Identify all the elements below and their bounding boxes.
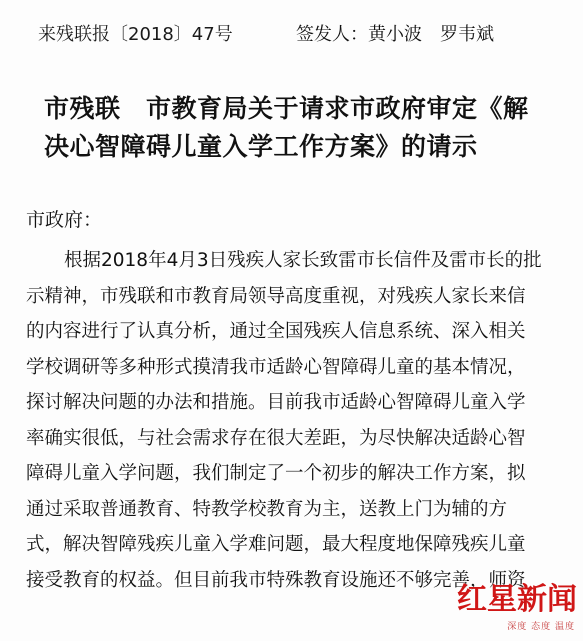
title-line-1: 市残联 市教育局关于请求市政府审定《解 (44, 94, 529, 123)
body-line: 式，解决智障残疾儿童入学难问题，最大程度地保障残疾儿童 (26, 534, 526, 555)
document-title (44, 90, 564, 166)
addressee: 市政府： (26, 209, 103, 231)
body-line: 示精神，市残联和市教育局领导高度重视，对残疾人家长来信 (26, 285, 526, 307)
watermark-logo (459, 583, 577, 635)
document-number: 来残联报〔2018〕47号 (38, 24, 233, 45)
body-line: 探讨解决问题的办法和措施。目前我市适龄心智障碍儿童入学 (26, 392, 526, 413)
body-line: 根据2018年4月3日残疾人家长致雷市长信件及雷市长的批 (64, 250, 542, 271)
body-line: 接受教育的权益。但目前我市特殊教育设施还不够完善，师资 (26, 569, 526, 591)
body-line: 障碍儿童入学问题，我们制定了一个初步的解决工作方案，拟 (26, 463, 526, 484)
title-line-2: 决心智障碍儿童入学工作方案》的请示 (44, 132, 478, 161)
watermark-logo-text: 红星新闻 (457, 582, 577, 617)
watermark-tagline: 深度 态度 温度 (507, 622, 575, 632)
body-line: 率确实很低，与社会需求存在很大差距，为尽快解决适龄心智 (26, 427, 526, 449)
body-line: 学校调研等多种形式摸清我市适龄心智障碍儿童的基本情况， (26, 356, 526, 378)
body-line: 的内容进行了认真分析，通过全国残疾人信息系统、深入相关 (26, 321, 526, 342)
body-paragraph (26, 243, 571, 598)
body-line: 通过采取普通教育、特教学校教育为主，送教上门为辅的方 (26, 498, 508, 520)
signer-line: 签发人：黄小波 罗韦斌 (296, 24, 494, 45)
